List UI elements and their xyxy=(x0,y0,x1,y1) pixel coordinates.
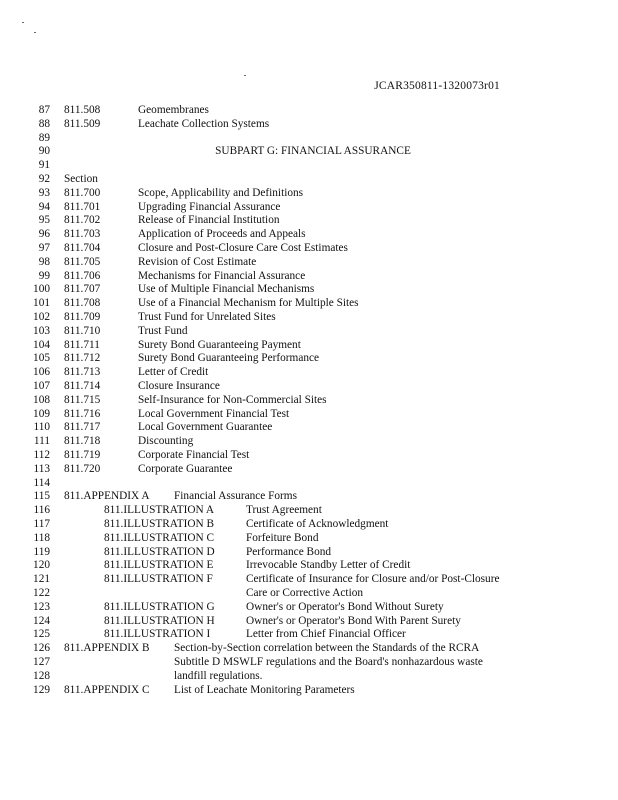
section-title: Use of Multiple Financial Mechanisms xyxy=(138,283,315,296)
section-code: 811.508 xyxy=(64,104,101,116)
section-code: 811.ILLUSTRATION H xyxy=(104,614,215,627)
line-95 xyxy=(0,214,618,228)
line-number: 122 xyxy=(33,587,50,599)
line-number: 109 xyxy=(33,407,50,420)
section-code: 811.709 xyxy=(64,311,101,323)
section-code: 811.708 xyxy=(64,297,101,310)
line-number: 123 xyxy=(33,600,50,613)
section-title: Surety Bond Guaranteeing Payment xyxy=(138,338,301,351)
line-number: 96 xyxy=(38,228,50,241)
section-code: 811.702 xyxy=(64,214,101,227)
section-code: 811.APPENDIX C xyxy=(64,683,150,696)
scan-speck xyxy=(34,32,36,33)
section-title: Closure and Post-Closure Care Cost Estimates xyxy=(138,242,348,254)
section-title: Self-Insurance for Non-Commercial Sites xyxy=(138,393,327,406)
section-code: 811.713 xyxy=(64,366,101,379)
section-code: 811.712 xyxy=(64,352,101,365)
section-title: Care or Corrective Action xyxy=(246,587,364,599)
line-number: 95 xyxy=(38,214,50,227)
line-117 xyxy=(0,518,618,532)
line-number: 88 xyxy=(38,117,50,130)
line-94 xyxy=(0,201,618,215)
line-88 xyxy=(0,118,618,132)
line-119 xyxy=(0,546,618,560)
section-title: Trust Fund for Unrelated Sites xyxy=(138,311,276,323)
line-114 xyxy=(0,477,618,491)
line-100 xyxy=(0,283,618,297)
line-number: 119 xyxy=(33,545,50,558)
line-number: 106 xyxy=(33,366,50,379)
section-code: Section xyxy=(64,173,98,185)
line-109 xyxy=(0,408,618,422)
line-number: 103 xyxy=(33,324,50,337)
line-105 xyxy=(0,352,618,366)
section-title: Upgrading Financial Assurance xyxy=(138,200,281,213)
section-code: 811.ILLUSTRATION C xyxy=(104,531,215,544)
section-title: Scope, Applicability and Definitions xyxy=(138,186,304,199)
line-number: 92 xyxy=(38,173,50,185)
section-code: 811.509 xyxy=(64,117,101,130)
line-107 xyxy=(0,380,618,394)
line-number: 113 xyxy=(33,462,50,475)
line-number: 124 xyxy=(33,614,50,627)
line-number: 129 xyxy=(33,683,50,696)
line-125 xyxy=(0,628,618,642)
line-90 xyxy=(0,145,618,159)
section-code: 811.703 xyxy=(64,228,101,241)
line-number: 93 xyxy=(38,186,50,199)
section-title: Use of a Financial Mechanism for Multiple Sites xyxy=(138,297,359,310)
section-code: 811.ILLUSTRATION A xyxy=(104,504,215,517)
section-code: 811.715 xyxy=(64,393,101,406)
section-title: Section-by-Section correlation between the Standards of the RCRA xyxy=(174,642,480,655)
line-122 xyxy=(0,587,618,601)
line-106 xyxy=(0,366,618,380)
line-number: 100 xyxy=(33,283,50,296)
line-110 xyxy=(0,421,618,435)
section-code: 811.701 xyxy=(64,200,101,213)
section-title: Discounting xyxy=(138,435,194,448)
line-87 xyxy=(0,104,618,118)
line-number: 116 xyxy=(33,504,50,517)
line-number: 97 xyxy=(38,242,50,254)
line-number: 99 xyxy=(38,269,50,282)
section-code: 811.719 xyxy=(64,449,101,461)
section-code: 811.APPENDIX B xyxy=(64,642,150,655)
section-code: 811.707 xyxy=(64,283,101,296)
section-code: 811.ILLUSTRATION I xyxy=(104,628,211,641)
line-99 xyxy=(0,270,618,284)
section-title: Local Government Financial Test xyxy=(138,407,290,420)
line-number: 120 xyxy=(33,559,50,572)
line-number: 128 xyxy=(33,669,50,682)
line-number: 115 xyxy=(33,490,50,503)
document-id: JCAR350811-1320073r01 xyxy=(374,80,500,92)
section-code: 811.710 xyxy=(64,324,101,337)
line-97 xyxy=(0,242,618,256)
line-128 xyxy=(0,670,618,684)
line-104 xyxy=(0,339,618,353)
line-115 xyxy=(0,490,618,504)
section-title: Surety Bond Guaranteeing Performance xyxy=(138,352,320,365)
line-number: 126 xyxy=(33,642,50,655)
section-code: 811.706 xyxy=(64,269,101,282)
line-number: 125 xyxy=(33,628,50,641)
line-91 xyxy=(0,159,618,173)
section-title: Subtitle D MSWLF regulations and the Board's nonhazardous waste xyxy=(174,656,483,668)
section-title: List of Leachate Monitoring Parameters xyxy=(174,683,355,696)
section-title: Application of Proceeds and Appeals xyxy=(138,228,306,241)
section-title: Certificate of Acknowledgment xyxy=(246,518,389,530)
section-title: Letter from Chief Financial Officer xyxy=(246,628,406,641)
line-98 xyxy=(0,256,618,270)
line-number: 114 xyxy=(33,476,50,489)
section-code: 811.711 xyxy=(64,338,100,351)
section-code: 811.ILLUSTRATION B xyxy=(104,518,215,530)
section-title: landfill regulations. xyxy=(174,669,263,682)
section-title: Irrevocable Standby Letter of Credit xyxy=(246,559,411,572)
line-number: 94 xyxy=(38,200,50,213)
section-code: 811.717 xyxy=(64,421,101,434)
line-112 xyxy=(0,449,618,463)
section-title: Mechanisms for Financial Assurance xyxy=(138,269,306,282)
line-127 xyxy=(0,656,618,670)
section-title: Local Government Guarantee xyxy=(138,421,273,434)
section-title: Forfeiture Bond xyxy=(246,531,319,544)
line-129 xyxy=(0,684,618,698)
line-number: 104 xyxy=(33,338,50,351)
line-126 xyxy=(0,642,618,656)
line-101 xyxy=(0,297,618,311)
scan-speck xyxy=(244,75,246,76)
section-code: 811.716 xyxy=(64,407,101,420)
section-title: Geomembranes xyxy=(138,104,209,116)
line-number: 127 xyxy=(33,656,50,668)
section-title: Trust Fund xyxy=(138,324,188,337)
section-title: Leachate Collection Systems xyxy=(138,117,270,130)
line-number: 90 xyxy=(38,145,50,158)
line-number: 98 xyxy=(38,255,50,268)
scan-speck xyxy=(22,22,24,23)
section-title: Revision of Cost Estimate xyxy=(138,255,257,268)
section-code: 811.APPENDIX A xyxy=(64,490,150,503)
line-number: 111 xyxy=(33,435,50,448)
line-124 xyxy=(0,615,618,629)
line-number: 91 xyxy=(38,159,50,172)
line-89 xyxy=(0,132,618,146)
section-title: Owner's or Operator's Bond With Parent Surety xyxy=(246,614,461,627)
section-title: Certificate of Insurance for Closure and/or Post-Closure xyxy=(246,573,500,586)
line-116 xyxy=(0,504,618,518)
section-title: Trust Agreement xyxy=(246,504,322,517)
section-title: Financial Assurance Forms xyxy=(174,490,297,503)
section-code: 811.ILLUSTRATION F xyxy=(104,573,213,586)
line-number: 110 xyxy=(33,421,50,434)
line-number: 118 xyxy=(33,531,50,544)
line-number: 89 xyxy=(38,131,50,144)
line-number: 105 xyxy=(33,352,50,365)
line-96 xyxy=(0,228,618,242)
section-code: 811.718 xyxy=(64,435,101,448)
section-code: 811.700 xyxy=(64,186,101,199)
section-code: 811.ILLUSTRATION D xyxy=(104,545,215,558)
line-103 xyxy=(0,325,618,339)
line-number: 87 xyxy=(38,104,50,116)
section-title: Owner's or Operator's Bond Without Surety xyxy=(246,600,444,613)
line-123 xyxy=(0,601,618,615)
section-title: Corporate Financial Test xyxy=(138,449,250,461)
line-number: 117 xyxy=(33,518,50,530)
section-code: 811.720 xyxy=(64,462,101,475)
line-number: 121 xyxy=(33,573,50,586)
line-number: 101 xyxy=(33,297,50,310)
section-code: 811.ILLUSTRATION G xyxy=(104,600,215,613)
line-108 xyxy=(0,394,618,408)
line-118 xyxy=(0,532,618,546)
section-code: 811.705 xyxy=(64,255,101,268)
line-number: 107 xyxy=(33,380,50,392)
section-title: Corporate Guarantee xyxy=(138,462,233,475)
line-93 xyxy=(0,187,618,201)
section-title: Closure Insurance xyxy=(138,380,220,392)
line-number: 112 xyxy=(33,449,50,461)
line-number: 102 xyxy=(33,311,50,323)
section-title: Release of Financial Institution xyxy=(138,214,280,227)
subpart-heading: SUBPART G: FINANCIAL ASSURANCE xyxy=(215,145,411,158)
line-102 xyxy=(0,311,618,325)
section-code: 811.714 xyxy=(64,380,101,392)
line-111 xyxy=(0,435,618,449)
section-title: Performance Bond xyxy=(246,545,332,558)
line-121 xyxy=(0,573,618,587)
line-120 xyxy=(0,559,618,573)
section-code: 811.ILLUSTRATION E xyxy=(104,559,214,572)
section-code: 811.704 xyxy=(64,242,101,254)
line-113 xyxy=(0,463,618,477)
line-92 xyxy=(0,173,618,187)
line-number: 108 xyxy=(33,393,50,406)
section-title: Letter of Credit xyxy=(138,366,209,379)
